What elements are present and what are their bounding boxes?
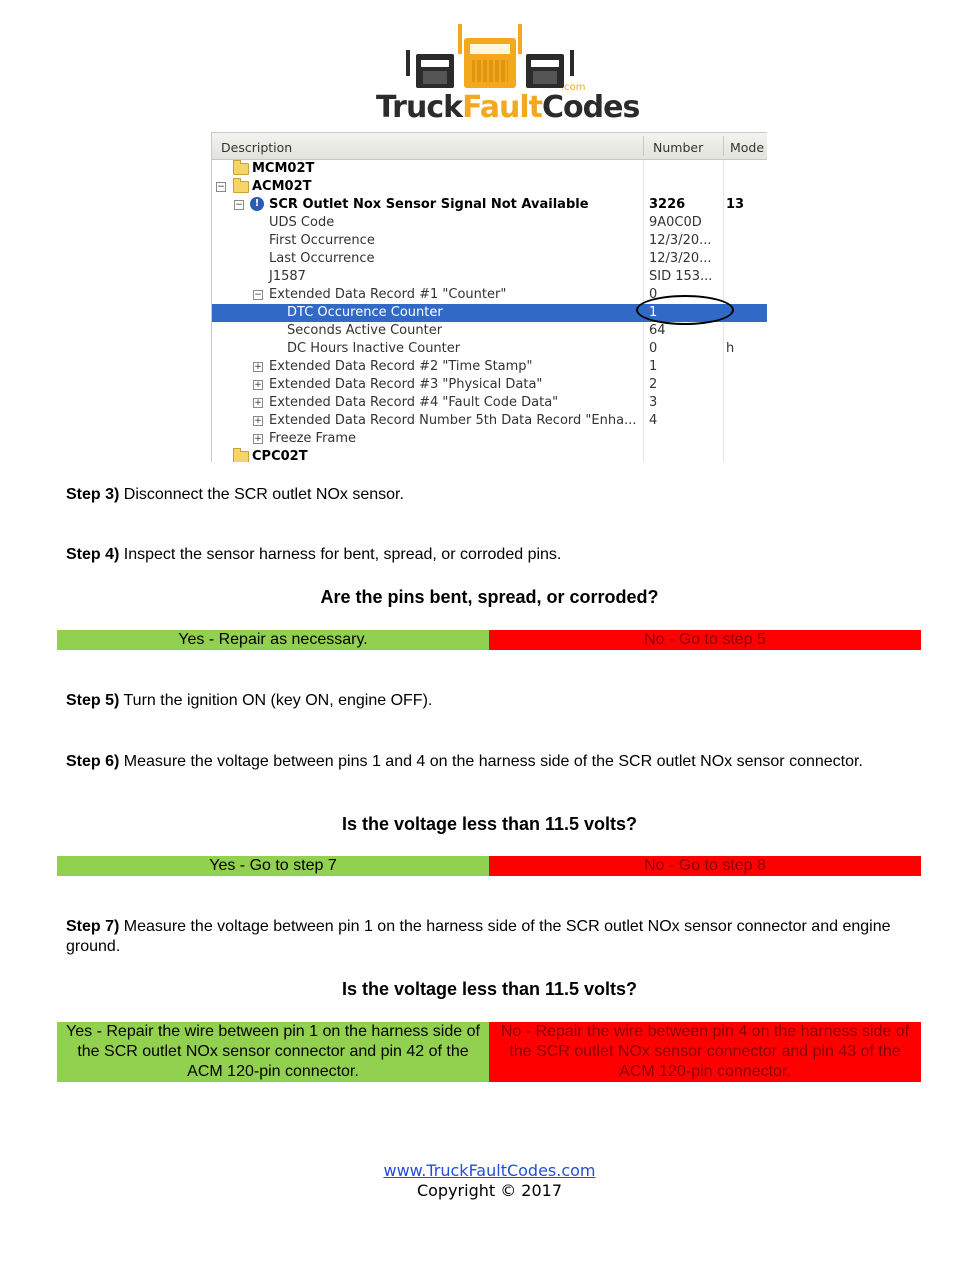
step-5: [66, 691, 432, 711]
expand-icon[interactable]: +: [254, 398, 262, 408]
answer-no: No - Repair the wire between pin 4 on the harness side of the SCR outlet NOx sensor connector and pin 43 of the ACM 120-pin connector.: [489, 1022, 921, 1082]
tree-row[interactable]: [212, 214, 767, 232]
step-4: [66, 545, 561, 565]
expand-icon[interactable]: +: [254, 434, 262, 444]
row-number: 2: [649, 377, 658, 392]
tree-row-fault[interactable]: [212, 196, 767, 214]
expand-icon[interactable]: +: [254, 362, 262, 372]
answer-row-2: [57, 856, 921, 876]
logo-wordmark: [376, 90, 640, 126]
tree-row-extended-5[interactable]: [212, 412, 767, 430]
row-description: Last Occurrence: [269, 251, 375, 266]
expand-icon[interactable]: +: [254, 380, 262, 390]
tree-row-extended-2[interactable]: [212, 358, 767, 376]
logo-word-codes: Codes: [542, 90, 640, 125]
step-3: [66, 485, 404, 505]
step-text: Measure the voltage between pin 1 on the harness side of the SCR outlet NOx sensor connector and engine ground.: [66, 918, 891, 955]
question-1: Are the pins bent, spread, or corroded?: [320, 587, 659, 607]
step-text: Inspect the sensor harness for bent, spread, or corroded pins.: [119, 546, 562, 563]
answer-yes: Yes - Repair the wire between pin 1 on the harness side of the SCR outlet NOx sensor connector and pin 42 of the ACM 120-pin connector.: [57, 1022, 489, 1082]
row-description: Extended Data Record #1 "Counter": [269, 287, 507, 302]
header-mode[interactable]: Mode: [730, 140, 765, 155]
answer-no: No - Go to step 8: [489, 856, 921, 876]
step-text: Turn the ignition ON (key ON, engine OFF).: [119, 692, 433, 709]
row-description: UDS Code: [269, 215, 335, 230]
answer-yes: Yes - Go to step 7: [57, 856, 489, 876]
tree-row-extended-4[interactable]: [212, 394, 767, 412]
collapse-icon[interactable]: −: [235, 200, 243, 210]
row-number: 64: [649, 323, 666, 338]
collapse-icon[interactable]: −: [217, 182, 225, 192]
row-number: 1: [649, 359, 658, 374]
step-label: Step 3): [66, 486, 120, 503]
info-icon: !: [250, 197, 264, 211]
answer-row-1: [57, 630, 921, 650]
folder-icon: [233, 181, 249, 193]
row-description: DTC Occurence Counter: [287, 305, 443, 320]
folder-icon: [233, 163, 249, 175]
logo-word-truck: Truck: [376, 90, 463, 125]
row-description: DC Hours Inactive Counter: [287, 341, 461, 356]
truckfaultcodes-logo: [376, 20, 640, 130]
tree-row-acm02t[interactable]: [212, 178, 767, 196]
row-number: 12/3/20...: [649, 251, 712, 266]
answer-no: No - Go to step 5: [489, 630, 921, 650]
step-label: Step 7): [66, 918, 120, 935]
grid-header: [212, 133, 767, 160]
row-description: Extended Data Record #2 "Time Stamp": [269, 359, 533, 374]
highlight-circle-annotation: [636, 295, 734, 325]
answer-row-3: [57, 1022, 921, 1082]
row-number: 0: [649, 341, 658, 356]
tree-row[interactable]: [212, 268, 767, 286]
step-text: Measure the voltage between pins 1 and 4 on the harness side of the SCR outlet NOx sensor connector.: [119, 753, 863, 770]
row-number: 3: [649, 395, 658, 410]
website-link[interactable]: www.TruckFaultCodes.com: [383, 1161, 596, 1180]
header-separator: [643, 136, 644, 156]
copyright-text: Copyright © 2017: [416, 1181, 563, 1200]
tree-row[interactable]: [212, 340, 767, 358]
step-label: Step 4): [66, 546, 120, 563]
tree-row[interactable]: [212, 232, 767, 250]
tree-row-cpc02t[interactable]: [212, 448, 767, 462]
row-description: Extended Data Record #3 "Physical Data": [269, 377, 543, 392]
header-description[interactable]: Description: [221, 140, 293, 155]
row-description: Extended Data Record #4 "Fault Code Data": [269, 395, 559, 410]
logo-word-fault: Fault: [462, 90, 543, 125]
answer-yes: Yes - Repair as necessary.: [57, 630, 489, 650]
diagnostic-tree-grid: [211, 132, 767, 462]
expand-icon[interactable]: +: [254, 416, 262, 426]
row-description: MCM02T: [252, 161, 315, 176]
step-7: [66, 917, 901, 957]
row-mode: 13: [726, 197, 745, 212]
tree-row-freeze-frame[interactable]: [212, 430, 767, 448]
row-number: 9A0C0D: [649, 215, 702, 230]
question-2: Is the voltage less than 11.5 volts?: [341, 814, 638, 834]
row-number: 12/3/20...: [649, 233, 712, 248]
collapse-icon[interactable]: −: [254, 290, 262, 300]
step-text: Disconnect the SCR outlet NOx sensor.: [119, 486, 404, 503]
row-number: SID 153...: [649, 269, 713, 284]
question-3: Is the voltage less than 11.5 volts?: [341, 979, 638, 999]
tree-row-extended-3[interactable]: [212, 376, 767, 394]
step-label: Step 5): [66, 692, 120, 709]
row-description: CPC02T: [252, 449, 308, 462]
tree-row[interactable]: [212, 250, 767, 268]
page-footer: [0, 1161, 979, 1201]
folder-icon: [233, 451, 249, 462]
row-mode: h: [726, 341, 735, 356]
tree-row-mcm02t[interactable]: [212, 160, 767, 178]
row-description: SCR Outlet Nox Sensor Signal Not Available: [269, 197, 589, 212]
header-number[interactable]: Number: [653, 140, 704, 155]
row-number: 0: [649, 287, 658, 302]
row-number: 3226: [649, 197, 686, 212]
row-description: Extended Data Record Number 5th Data Record "Enha...: [269, 413, 637, 428]
row-description: ACM02T: [252, 179, 312, 194]
row-description: First Occurrence: [269, 233, 375, 248]
step-6: [66, 752, 886, 772]
row-description: Freeze Frame: [269, 431, 357, 446]
header-separator: [723, 136, 724, 156]
row-description: Seconds Active Counter: [287, 323, 443, 338]
row-number: 1: [649, 305, 658, 320]
row-description: J1587: [269, 269, 306, 284]
row-number: 4: [649, 413, 658, 428]
step-label: Step 6): [66, 753, 120, 770]
logo-domain-suffix: .com: [561, 82, 586, 93]
